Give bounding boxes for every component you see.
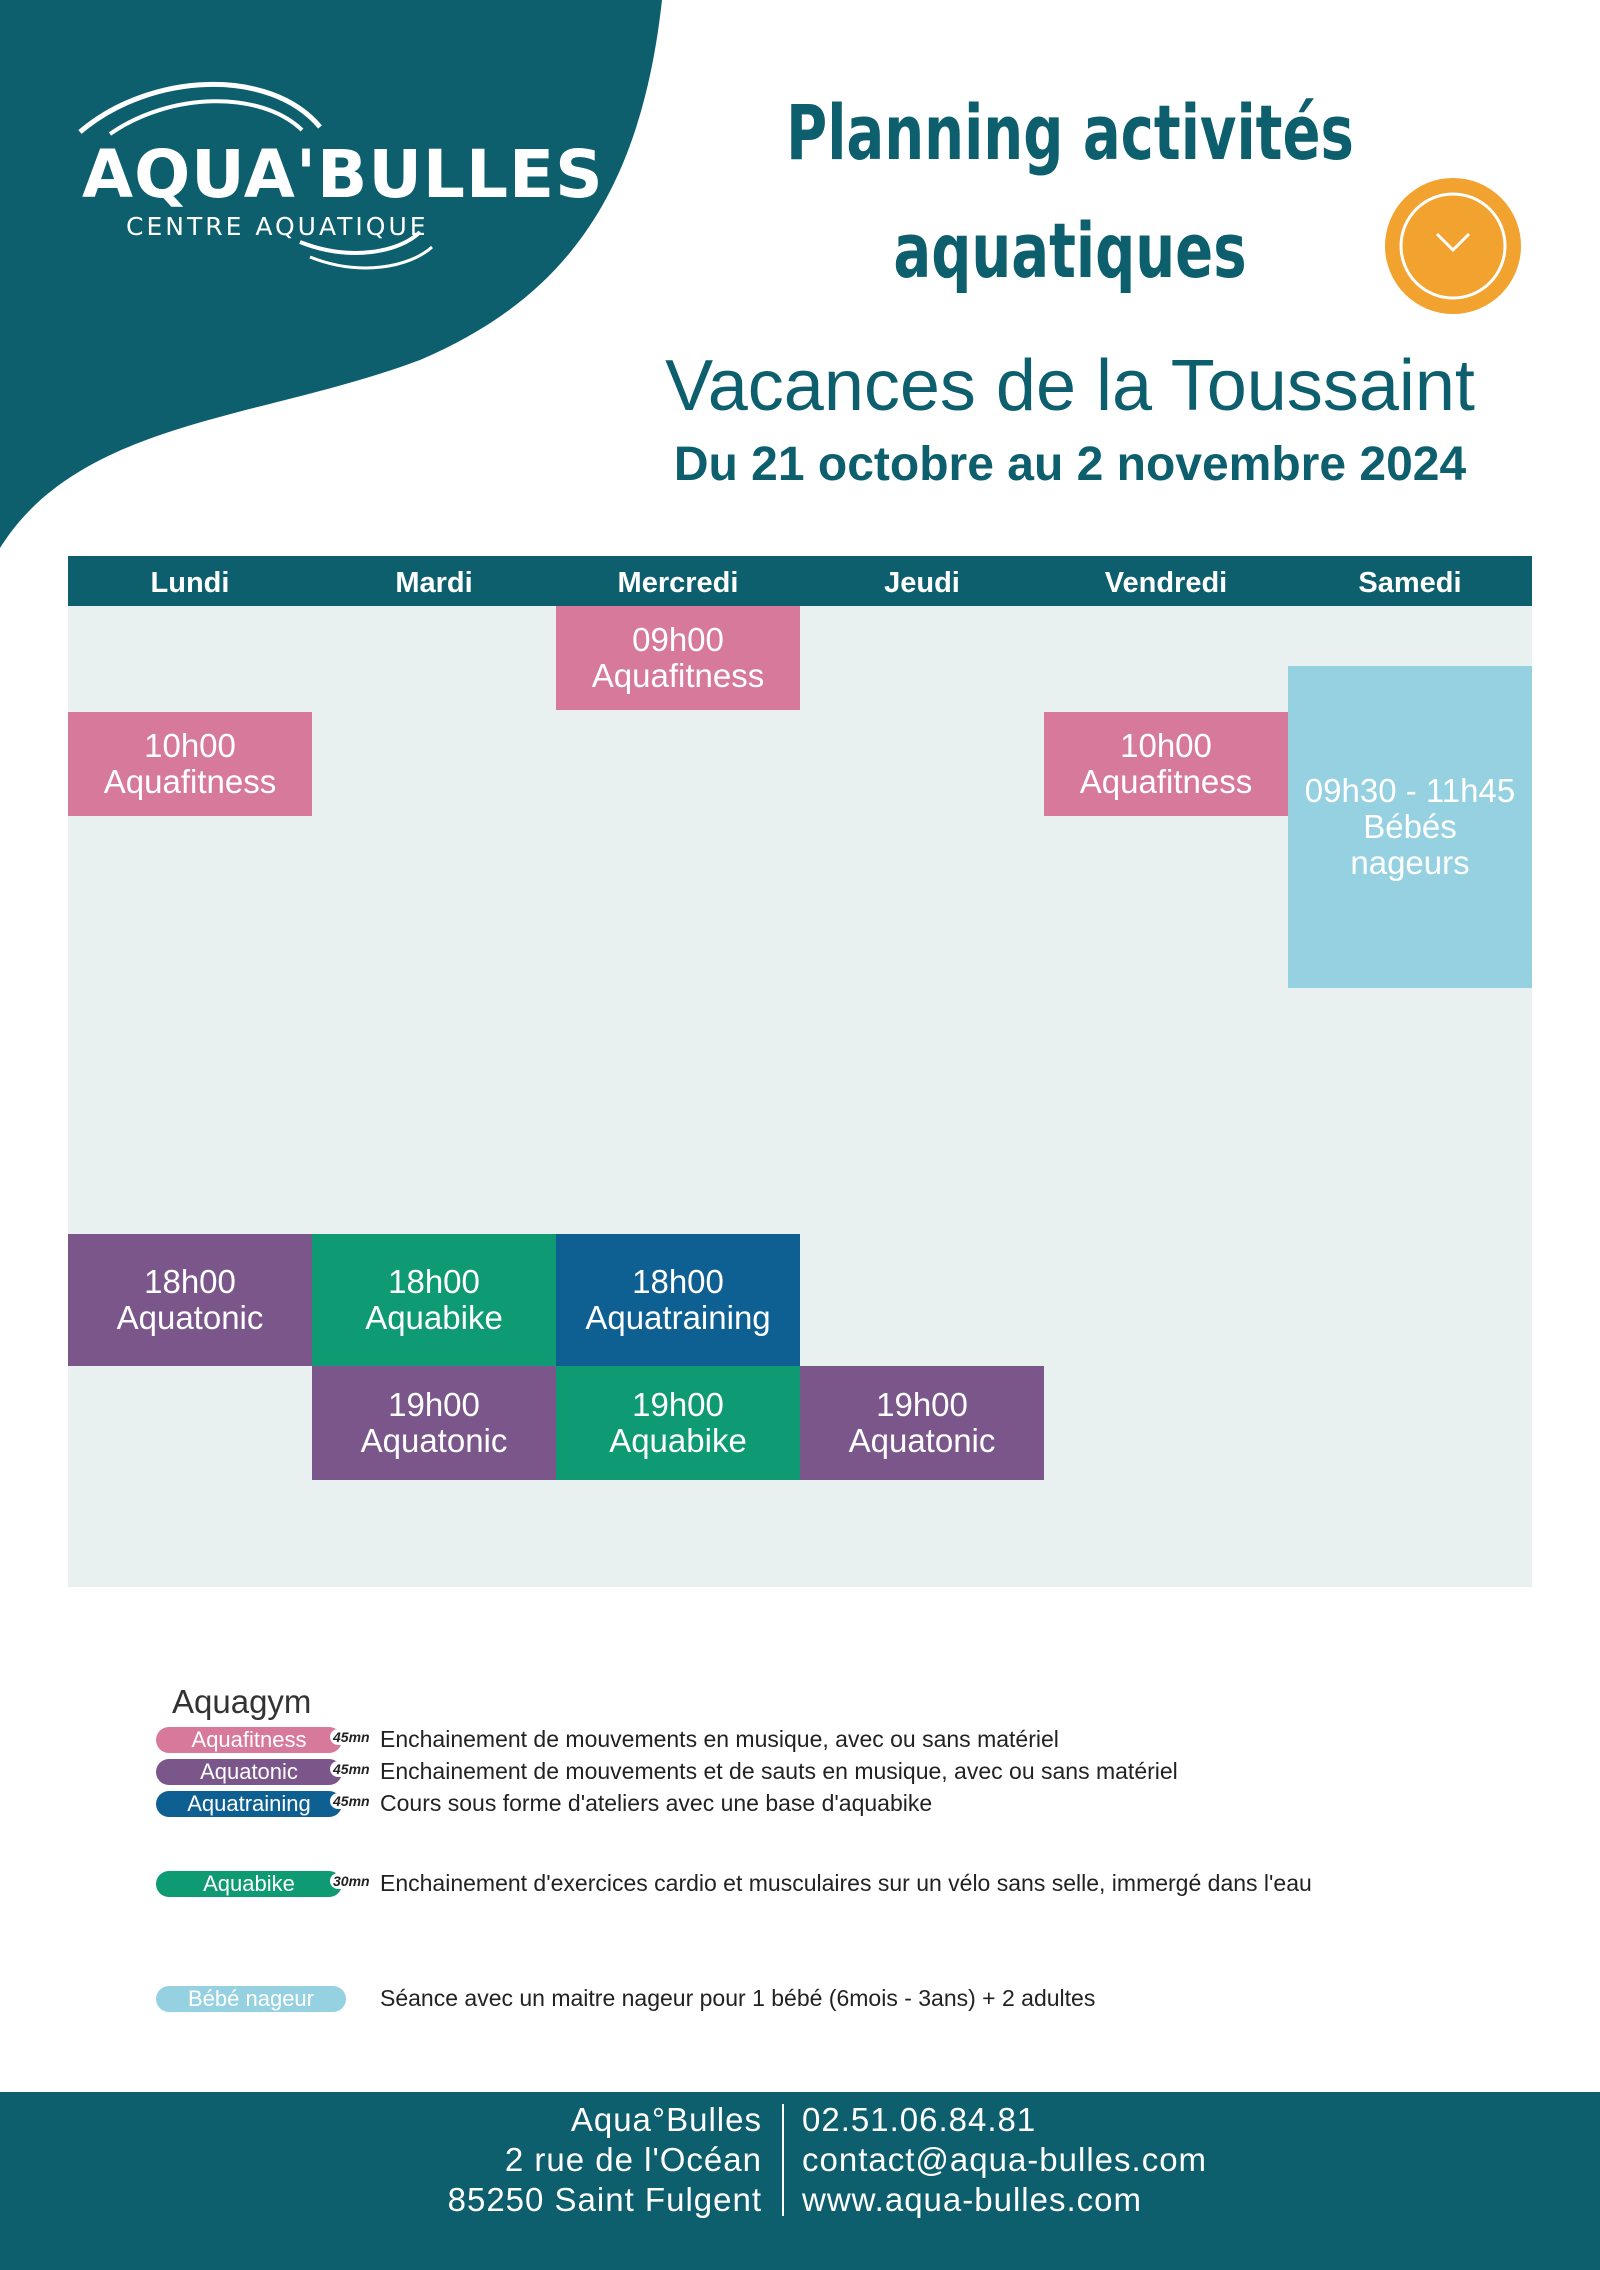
session-time: 19h00 xyxy=(632,1386,724,1423)
session-activity: Aquafitness xyxy=(591,657,765,694)
session-time: 19h00 xyxy=(388,1386,480,1423)
aquabulles-logo xyxy=(70,72,604,282)
legend-duration: 45mn xyxy=(330,1761,373,1777)
session-time: 10h00 xyxy=(144,727,236,764)
session-aquafitness-vendredi xyxy=(1044,712,1288,816)
footer-divider xyxy=(782,2104,784,2216)
schedule-header-row xyxy=(68,556,1532,606)
session-activity: Aquabike xyxy=(609,1422,747,1459)
schedule-grid xyxy=(68,606,1532,1587)
legend-duration: 45mn xyxy=(330,1793,373,1809)
session-aquafitness-lundi xyxy=(68,712,312,816)
session-aquatonic-mardi xyxy=(312,1366,556,1480)
legend-description: Enchainement de mouvements et de sauts en musique, avec ou sans matériel xyxy=(380,1758,1178,1784)
session-activity: Aquabike xyxy=(365,1299,503,1336)
footer-street: 2 rue de l'Océan xyxy=(504,2141,762,2178)
session-time: 18h00 xyxy=(632,1263,724,1300)
footer-website[interactable]: www.aqua-bulles.com xyxy=(802,2181,1142,2218)
legend-description: Enchainement de mouvements en musique, avec ou sans matériel xyxy=(380,1726,1059,1752)
session-time: 09h00 xyxy=(632,621,724,658)
page-title-line-1: Planning activités xyxy=(786,88,1354,177)
legend-duration: 45mn xyxy=(330,1729,373,1745)
day-header-vendredi: Vendredi xyxy=(1104,567,1228,599)
footer-name: Aqua°Bulles xyxy=(570,2101,762,2138)
period-dates: Du 21 octobre au 2 novembre 2024 xyxy=(673,438,1467,491)
session-activity: Bébés nageurs xyxy=(1350,808,1470,881)
session-bebe-nageur-samedi xyxy=(1288,666,1532,988)
legend-pill-aquatraining: Aquatraining xyxy=(156,1791,342,1817)
session-activity: Aquatonic xyxy=(848,1422,996,1459)
session-aquabike-mercredi xyxy=(556,1366,800,1480)
day-header-mercredi: Mercredi xyxy=(617,567,739,599)
session-aquabike-mardi xyxy=(312,1234,556,1366)
period-title: Vacances de la Toussaint xyxy=(665,346,1475,426)
legend-duration: 30mn xyxy=(330,1873,373,1889)
day-header-lundi: Lundi xyxy=(150,567,230,599)
clock-icon xyxy=(1385,178,1521,314)
page-title-line-2: aquatiques xyxy=(893,206,1247,295)
legend-pill-aquabike: Aquabike xyxy=(156,1871,342,1897)
footer-city: 85250 Saint Fulgent xyxy=(447,2181,762,2218)
legend-pill-aquatonic: Aquatonic xyxy=(156,1759,342,1785)
legend-description: Cours sous forme d'ateliers avec une base d'aquabike xyxy=(380,1790,933,1816)
footer-email[interactable]: contact@aqua-bulles.com xyxy=(802,2141,1208,2178)
session-time: 19h00 xyxy=(876,1386,968,1423)
legend-group-title: Aquagym xyxy=(172,1683,312,1720)
session-activity: Aquatraining xyxy=(585,1299,771,1336)
logo-subtitle-text: CENTRE AQUATIQUE xyxy=(126,212,429,241)
day-header-jeudi: Jeudi xyxy=(884,567,960,599)
session-aquatraining-mercredi xyxy=(556,1234,800,1366)
session-time: 10h00 xyxy=(1120,727,1212,764)
logo-brand-text: AQUA'BULLES xyxy=(82,136,604,213)
footer-phone: 02.51.06.84.81 xyxy=(802,2101,1037,2138)
session-aquatonic-jeudi xyxy=(800,1366,1044,1480)
session-aquafitness-mercredi xyxy=(556,606,800,710)
legend-description: Séance avec un maitre nageur pour 1 bébé (6mois - 3ans) + 2 adultes xyxy=(380,1985,1096,2011)
session-time: 18h00 xyxy=(388,1263,480,1300)
session-time: 09h30 - 11h45 xyxy=(1304,772,1516,809)
legend-pill-bebe-nageur: Bébé nageur xyxy=(156,1986,346,2012)
session-time: 18h00 xyxy=(144,1263,236,1300)
session-activity: Aquatonic xyxy=(360,1422,508,1459)
day-header-mardi: Mardi xyxy=(395,567,473,599)
session-activity: Aquafitness xyxy=(103,763,277,800)
footer xyxy=(0,2092,1600,2270)
session-aquatonic-lundi xyxy=(68,1234,312,1366)
session-activity: Aquafitness xyxy=(1079,763,1253,800)
day-header-samedi: Samedi xyxy=(1358,567,1462,599)
legend-pill-aquafitness: Aquafitness xyxy=(156,1727,342,1753)
legend-description: Enchainement d'exercices cardio et musculaires sur un vélo sans selle, immergé dans l'eau xyxy=(380,1870,1312,1896)
session-activity: Aquatonic xyxy=(116,1299,264,1336)
